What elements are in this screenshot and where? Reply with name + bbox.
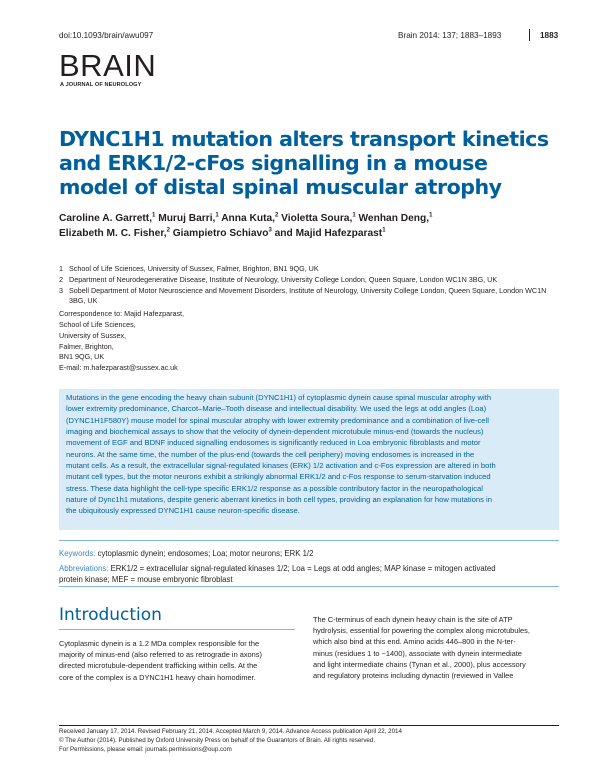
affiliation-number: 2 <box>59 275 63 284</box>
body-line: majority of minus-end (also referred to as retrograde in axons) <box>59 650 262 660</box>
body-line: core of the complex is a DYNC1H1 heavy chain homodimer. <box>59 672 256 682</box>
body-line: hydrolysis, essential for powering the complex along microtubules, <box>313 626 530 636</box>
abbreviations-label: Abbreviations: <box>59 564 109 573</box>
footer-rule <box>59 725 559 726</box>
author-name: and Majid Hafezparast <box>274 228 383 239</box>
author-name: Wenhan Deng, <box>358 213 430 224</box>
author-affiliation-marker: 1 <box>352 212 356 219</box>
journal-logo: BRAIN <box>59 48 157 83</box>
affiliation-number: 3 <box>59 286 63 295</box>
affiliation-text: Department of Neurodegenerative Disease, Institute of Neurology, University College London, Queen Square, London WC1N 3BG, UK <box>69 275 498 284</box>
author-affiliation-marker: 1 <box>429 212 433 219</box>
keywords <box>59 548 559 559</box>
author-affiliation-marker: 2 <box>166 227 170 234</box>
affiliation-text: Sobell Department of Motor Neuroscience and Movement Disorders, Institute of Neurology, University College London, Queen Square, London WC1N 3BG, UK <box>69 286 547 305</box>
abstract-line: mutant cells. As a result, the extracellular signal-regulated kinases (ERK) 1/2 activation and c-Fos expression are altered in both <box>66 461 496 471</box>
body-line: which also bind at this end. Amino acids 446–800 in the N-ter- <box>313 637 516 647</box>
abbreviations-text: ERK1/2 = extracellular signal-regulated kinases 1/2; Loa = Legs at odd angles; MAP kinase = mitogen activated <box>110 564 496 573</box>
journal-tagline: A JOURNAL OF NEUROLOGY <box>60 82 142 88</box>
keywords-label: Keywords: <box>59 549 96 558</box>
header-divider <box>529 29 530 41</box>
affiliation-2 <box>59 275 559 285</box>
author-affiliation-marker: 3 <box>268 227 272 234</box>
correspondence-line: University of Sussex, <box>59 331 127 340</box>
body-line: The C-terminus of each dynein heavy chain is the site of ATP <box>313 615 513 624</box>
keywords-rule-top <box>59 540 559 541</box>
author-affiliation-marker: 1 <box>215 212 219 219</box>
abstract-line: neurons. At the same time, the number of the plus-end (towards the cell periphery) moving endosomes is increased in the <box>66 449 475 459</box>
author-name: Muruj Barri, <box>158 213 216 224</box>
correspondence-line: Falmer, Brighton, <box>59 342 114 351</box>
footer-permissions: For Permissions, please email: journals.permissions@oup.com <box>59 746 232 753</box>
journal-citation: Brain 2014: 137; 1883–1893 <box>398 31 502 40</box>
correspondence-line: BN1 9QG, UK <box>59 352 105 361</box>
keywords-text: cytoplasmic dynein; endosomes; Loa; motor neurons; ERK 1/2 <box>97 549 314 558</box>
section-heading: Introduction <box>59 605 162 625</box>
affiliation-1 <box>59 264 559 274</box>
abstract-line: nature of Dync1h1 mutations, despite generic aberrant kinetics in both cell types, providing an explanation for how mutations in <box>66 495 492 505</box>
author-affiliation-marker: 1 <box>382 227 386 234</box>
keywords-rule-bottom <box>59 586 559 587</box>
intro-left-column <box>59 638 295 683</box>
body-line: and light intermediate chains (Tynan et al., 2000), plus accessory <box>313 659 526 669</box>
article-title: DYNC1H1 mutation alters transport kinetics and ERK1/2-cFos signalling in a mouse model of distal spinal muscular atrophy <box>59 127 549 199</box>
body-line: directed microtubule-dependent trafficking within cells. At the <box>59 661 258 671</box>
section-heading-rule <box>59 629 295 630</box>
author-name: Elizabeth M. C. Fisher, <box>59 228 167 239</box>
correspondence-email[interactable]: E-mail: m.hafezparast@sussex.ac.uk <box>59 363 178 372</box>
footer-copyright: © The Author (2014). Published by Oxford University Press on behalf of the Guarantors of Brain. All rights reserved. <box>59 737 376 744</box>
body-line: and regulatory proteins including dynactin (reviewed in Vallee <box>313 671 514 681</box>
author-name: Violetta Soura, <box>281 213 353 224</box>
affiliation-number: 1 <box>59 264 63 273</box>
author-list-line-2 <box>59 227 579 241</box>
abstract-line: lower extremity predominance, Charcot–Marie–Tooth disease and intellectual disability. We used the legs at odd angles (Loa) <box>66 404 487 414</box>
author-name: Giampietro Schiavo <box>172 228 269 239</box>
intro-right-column <box>313 614 559 681</box>
body-line: Cytoplasmic dynein is a 1.2 MDa complex responsible for the <box>59 639 260 648</box>
abstract-line: movement of EGF and BDNF induced signalling endosomes is significantly reduced in Loa embryonic fibroblasts and motor <box>66 438 481 448</box>
abbreviations <box>59 563 559 574</box>
doi: doi:10.1093/brain/awu097 <box>59 31 154 40</box>
abstract-line: the ubiquitously expressed DYNC1H1 cause neuron-specific disease. <box>66 506 300 516</box>
abstract-text <box>66 392 552 517</box>
author-affiliation-marker: 1 <box>152 212 156 219</box>
abstract-line: (DYNC1H1F580Y) mouse model for spinal muscular atrophy with lower extremity predominance and a combination of live-cell <box>66 415 489 425</box>
body-line: minus (residues 1 to ~1400), associate with dynein intermediate <box>313 648 522 658</box>
affiliation-3 <box>59 286 559 306</box>
abbreviations-continued: protein kinase; MEF = mouse embryonic fibroblast <box>59 575 233 584</box>
abstract-line: Mutations in the gene encoding the heavy chain subunit (DYNC1H1) of cytoplasmic dynein cause spinal muscular atrophy with <box>66 393 492 402</box>
abstract-line: mutant cell types, but the motor neurons exhibit a strikingly abnormal ERK1/2 and c-Fos response to serum-starvation induced <box>66 472 491 482</box>
author-affiliation-marker: 2 <box>274 212 279 219</box>
correspondence-line: School of Life Sciences, <box>59 320 136 329</box>
author-name: Caroline A. Garrett, <box>59 213 153 224</box>
abstract-line: imaging and biochemical assays to show that the velocity of dynein-dependent microtubule minus-end (towards the nucleus) <box>66 427 484 437</box>
page-number: 1883 <box>540 31 559 40</box>
author-name: Anna Kuta, <box>221 213 275 224</box>
footer-dates: Received January 17, 2014. Revised February 21, 2014. Accepted March 9, 2014. Advance Access publication April 22, 2014 <box>59 728 402 735</box>
affiliation-text: School of Life Sciences, University of Sussex, Falmer, Brighton, BN1 9QG, UK <box>69 264 319 273</box>
abstract-line: stress. These data highlight the cell-type specific ERK1/2 response as a possible contributory factor in the neuropathological <box>66 483 483 493</box>
author-list-line-1 <box>59 212 579 226</box>
correspondence-line: Correspondence to: Majid Hafezparast, <box>59 309 185 318</box>
